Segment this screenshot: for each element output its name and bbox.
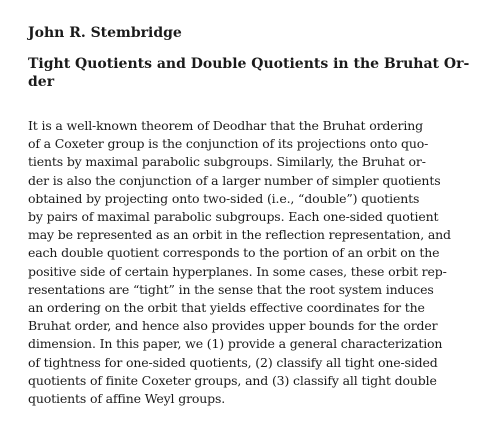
title-line: Tight Quotients and Double Quotients in the Bruhat Or- [28,56,470,72]
abstract-line: dimension. In this paper, we (1) provide a general characterization [28,336,443,352]
author-name: John R. Stembridge [28,25,182,41]
abstract-line: by pairs of maximal parabolic subgroups. Each one-sided quotient [28,209,439,225]
abstract-line: of tightness for one-sided quotients, (2) classify all tight one-sided [28,354,438,370]
abstract-line: obtained by projecting onto two-sided (i.e., “double”) quotients [28,190,420,206]
abstract-text [28,117,480,408]
abstract-line: quotients of finite Coxeter groups, and (3) classify all tight double [28,372,437,388]
abstract-line: der is also the conjunction of a larger number of simpler quotients [28,172,441,188]
abstract-line: may be represented as an orbit in the reflection representation, and [28,227,451,243]
abstract-line: an ordering on the orbit that yields effective coordinates for the [28,300,425,316]
abstract-line: of a Coxeter group is the conjunction of its projections onto quo- [28,136,429,152]
paper-title [28,55,478,91]
abstract-line: tients by maximal parabolic subgroups. Similarly, the Bruhat or- [28,154,426,170]
abstract-line: Bruhat order, and hence also provides upper bounds for the order [28,318,438,334]
abstract-line: each double quotient corresponds to the portion of an orbit on the [28,245,440,261]
abstract-line: It is a well-known theorem of Deodhar that the Bruhat ordering [28,118,423,133]
title-line: der [28,74,55,90]
abstract-line: quotients of affine Weyl groups. [28,391,226,407]
abstract-line: resentations are “tight” in the sense that the root system induces [28,281,434,297]
abstract-line: positive side of certain hyperplanes. In some cases, these orbit rep- [28,263,447,279]
